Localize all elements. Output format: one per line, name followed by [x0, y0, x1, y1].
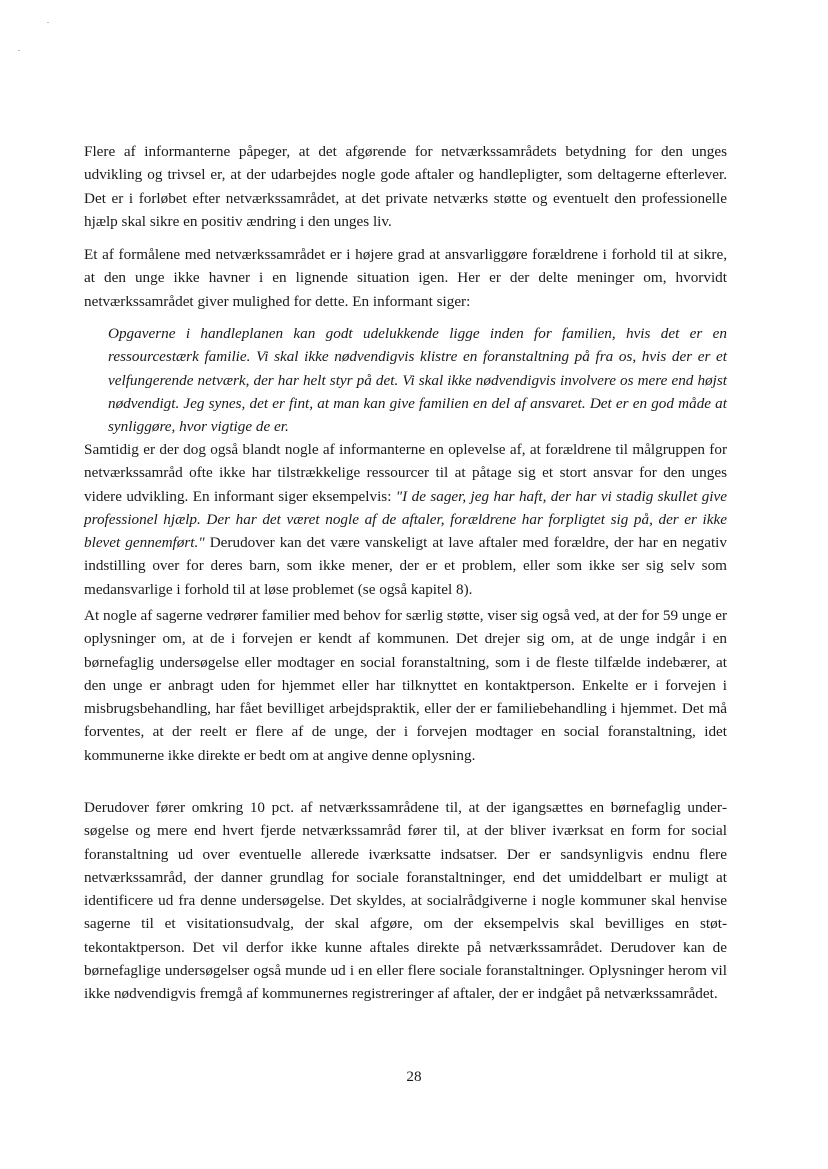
- paragraph-3-intro: Samtidig er der dog også blandt nogle af informanterne en oplevelse af, at forældrene til målgruppen for netværkssamråd ofte ikke har tilstrækkelige ressourcer til at påtage sig et stort ansvar for den unges videre udvikling. En informant siger eksempelvis:: [84, 441, 727, 505]
- paragraph-3: [84, 438, 727, 601]
- page-number: 28: [406, 1068, 422, 1085]
- paragraph-4: At nogle af sagerne vedrører familier med behov for særlig støtte, viser sig også ved, at der for 59 unge er oplysninger om, at de i forvejen er kendt af kommunen. Det drejer sig om, at de unge indgår i en børnefaglig undersøgelse eller modtager en social foranstaltning, som i de fleste tilfælde indebærer, at den unge er anbragt uden for hjemmet eller har tilknyttet en kontaktperson. Enkelte er i forvejen i misbrugsbehandling, har fået bevilliget arbejdspraktik, eller der er familiebehandling i hjemmet. Det må forventes, at der reelt er flere af de unge, der i forvejen modtager en social foranstaltning, idet kommunerne ikke direkte er bedt om at angive denne oplysning.: [84, 607, 727, 764]
- block-quote: Opgaverne i handleplanen kan godt udelukkende ligge inden for familien, hvis det er en ressourcestærk familie. Vi skal ikke nødvendigvis klistre en foranstaltning på fra os, hvis der er et velfungerende netværk, der har helt styr på det. Vi skal ikke nødvendigvis involvere os mere end højst nødvendigt. Jeg synes, det er fint, at man kan give familien en del af ansvaret. Det er en god måde at synliggøre, hvor vigtige de er.: [108, 325, 727, 436]
- scan-speck: [47, 22, 49, 23]
- paragraph-2: Et af formålene med netværkssamrådet er i højere grad at ansvarliggøre forældrene i forhold til at sikre, at den unge ikke havner i en lignende situation igen. Her er der delte meninger om, hvorvidt netværkssamrådet giver mulighed for dette. En informant siger:: [84, 246, 727, 310]
- paragraph-3-rest: Derudover kan det være vanskeligt at lave aftaler med forældre, der har en negativ indstilling over for deres barn, som ikke mener, der er et problem, eller som ikke ser sig selv som medansvarlige i forhold til at løse problemet (se også kapitel 8).: [84, 534, 727, 598]
- paragraph-5: Derudover fører omkring 10 pct. af netværkssamrådene til, at der igangsættes en børnefaglig undersøgelse og mere end hvert fjerde netværkssamråd fører til, at der bliver iværksat en form for social foranstaltning ud over eventuelle allerede iværksatte indsatser. Der er sandsynligvis endnu flere netværkssamråd, der danner grundlag for sociale foranstaltninger, end det umiddelbart er muligt at identificere ud fra denne undersøgelse. Det skyldes, at socialrådgiverne i nogle kommuner skal henvise sagerne til et visitationsudvalg, der skal afgøre, om der eksempelvis skal bevilliges en støttekontaktperson. Det vil derfor ikke kunne aftales direkte på netværkssamrådet. Derudover kan de børnefaglige undersøgelser også munde ud i en eller flere sociale foranstaltninger. Oplysninger herom vil ikke nødvendigvis fremgå af kommunernes registreringer af aftaler, der er indgået på netværkssamrådet.: [84, 799, 727, 1003]
- scan-speck: [18, 50, 20, 51]
- paragraph-1: Flere af informanterne påpeger, at det afgørende for netværkssamrådets betydning for den unges udvikling og trivsel er, at der udarbejdes nogle gode aftaler og handlepligter, som deltagerne efterlever. Det er i forløbet efter netværkssamrådet, at det private netværks støtte og eventuelt den professionelle hjælp skal sikre en positiv ændring i den unges liv.: [84, 143, 727, 230]
- paragraph-3-quote: "I de sager, jeg har haft, der har vi stadig skullet give professionel hjælp. Der har det været nogle af de aftaler, forældrene har forpligtet sig på, der er ikke blevet gennemført.": [84, 487, 727, 552]
